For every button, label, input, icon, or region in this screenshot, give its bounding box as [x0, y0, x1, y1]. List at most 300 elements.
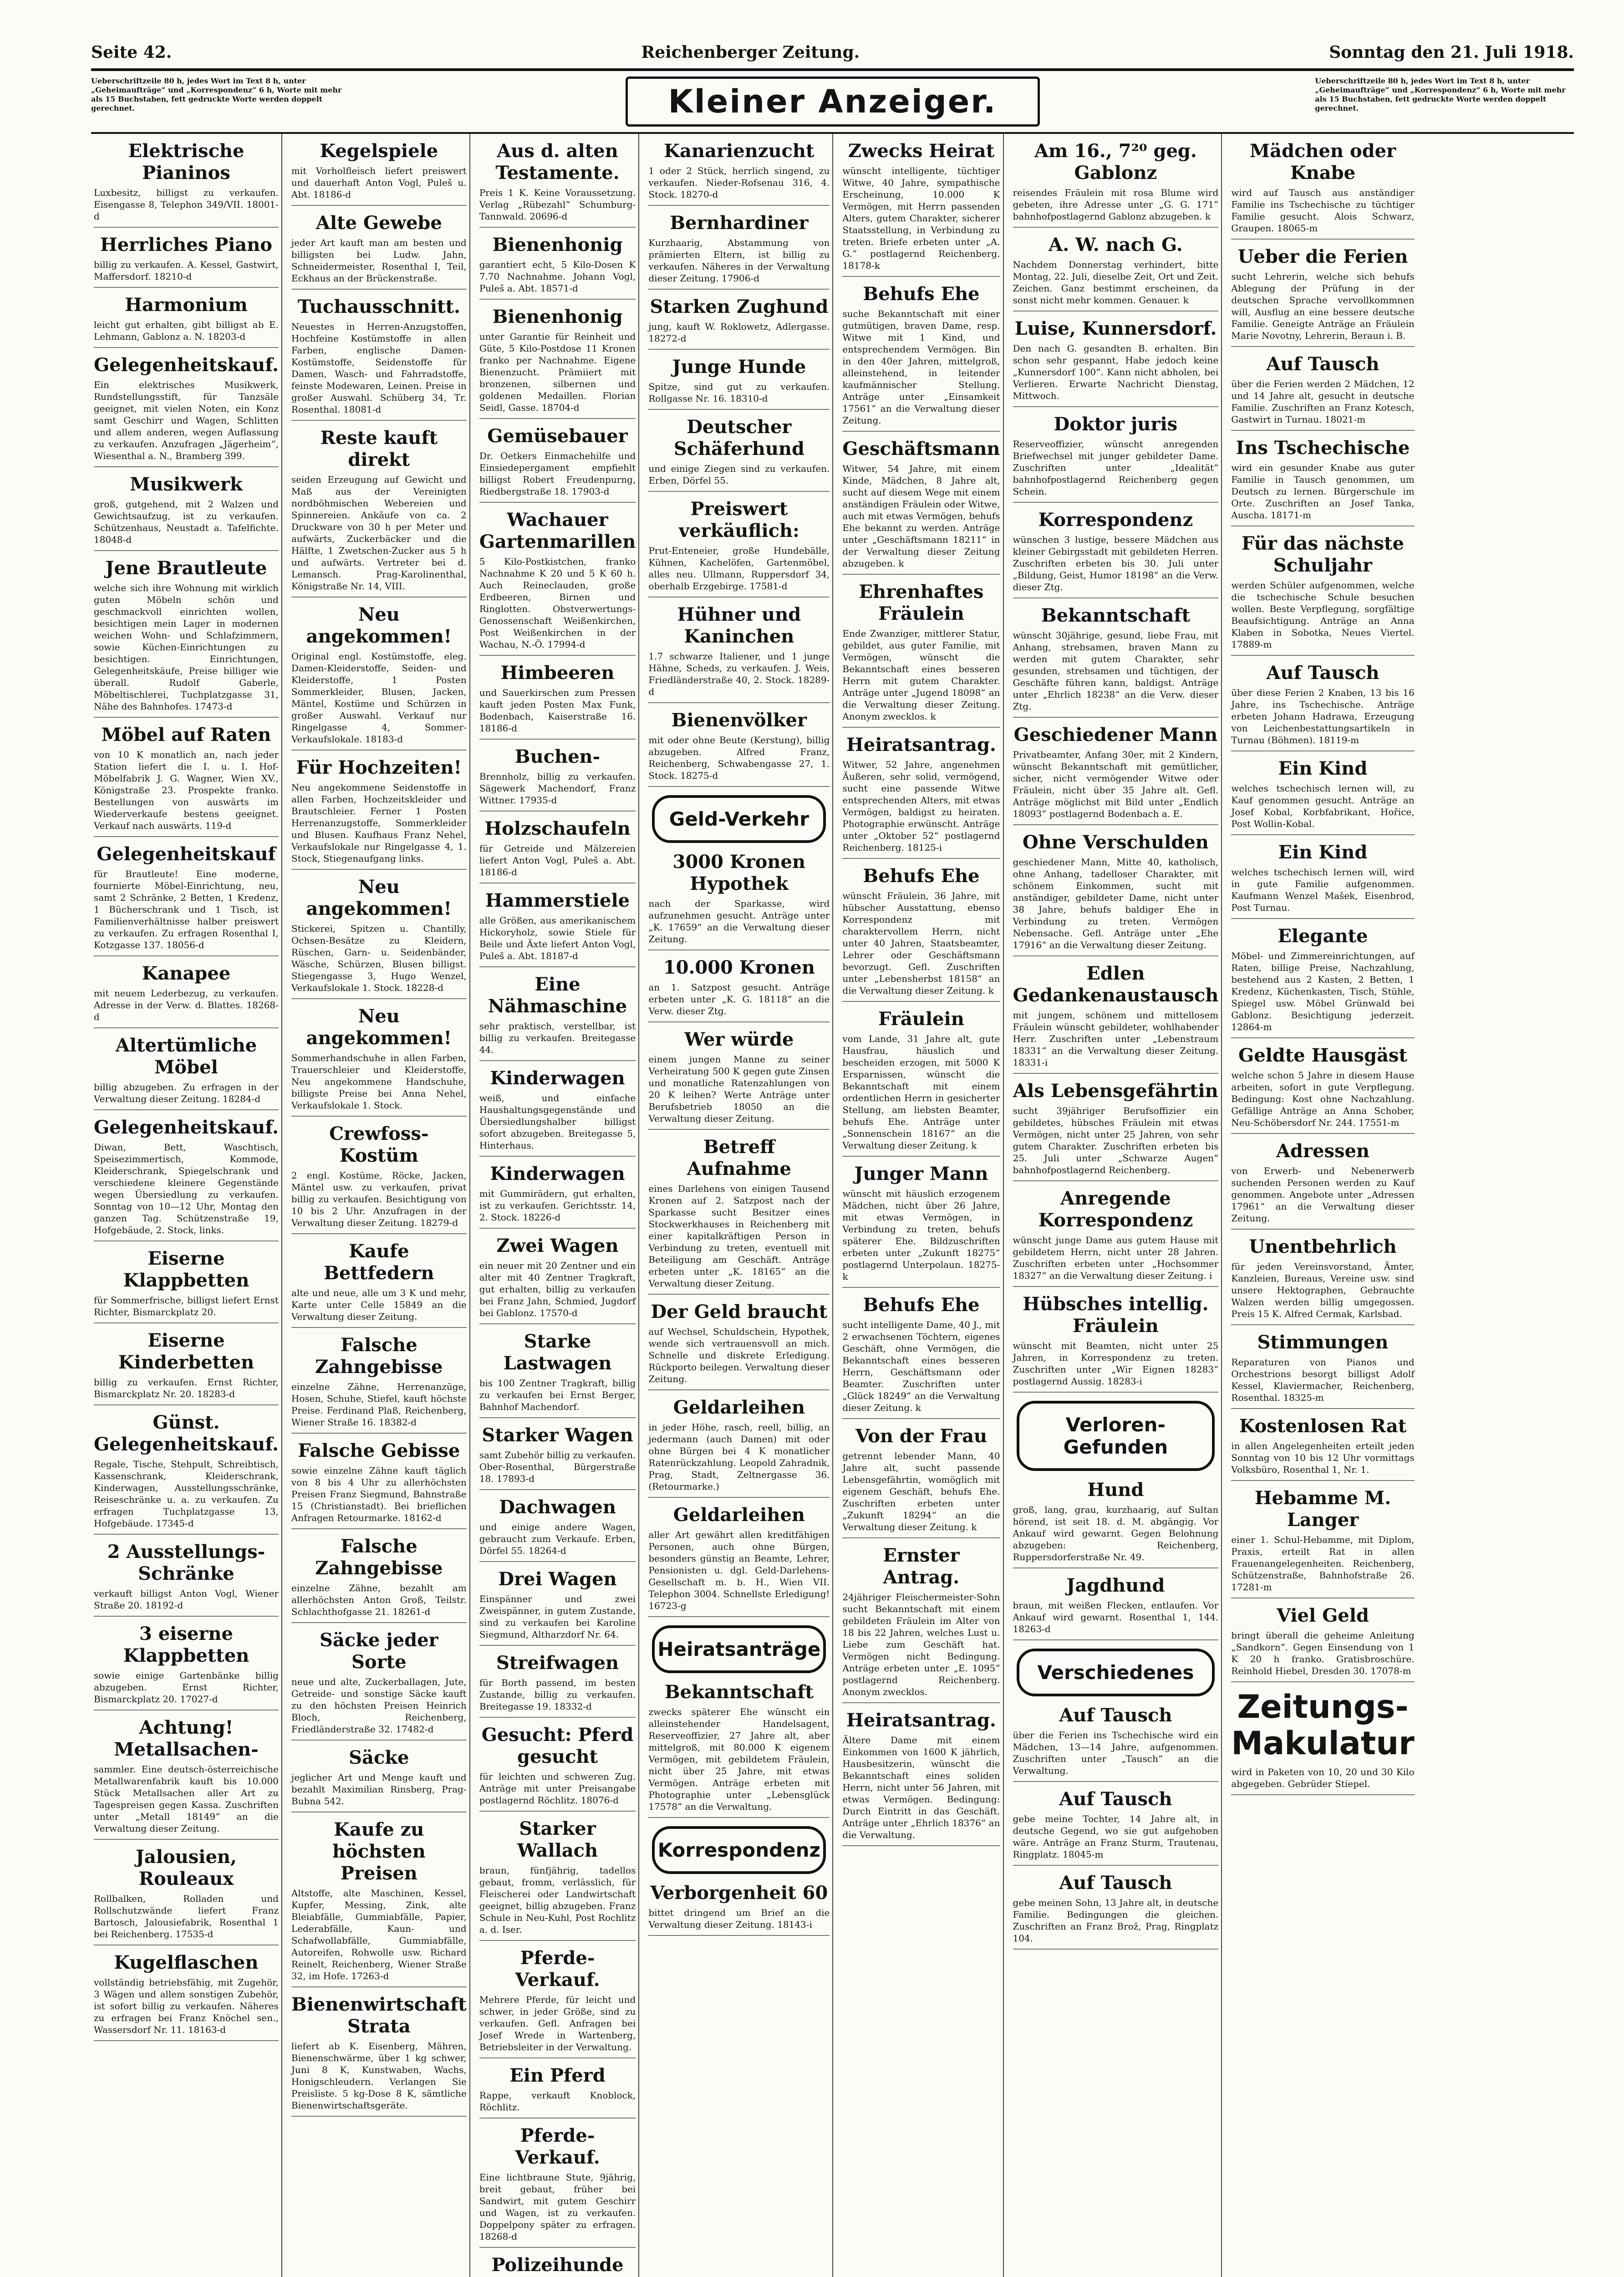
- ad-heading: Ins Tschechische: [1236, 437, 1410, 459]
- ad-heading: Geldarleihen: [673, 1397, 805, 1418]
- ad-text: unter Garantie für Reinheit und Güte, 5 Kilo-Postdose 11 Kronen franko per Nachnahme. Eigene Bienenzucht. Prämiiert mit bronzenen, silbernen und goldenen Medaillen. Florian Seidl, Gasse. 18704-d: [479, 331, 636, 413]
- classified-ad: [648, 1136, 830, 1295]
- ad-text: für jeden Vereinsvorstand, Ämter, Kanzleien, Bureaus, Vereine usw. sind unsere Hektographen, Gebrauchte Walzen werden billig umgegossen. Preis 15 K. Alfred Cermak, Karlsbad.: [1231, 1261, 1415, 1319]
- classified-ad: [1231, 1140, 1414, 1230]
- classified-ad: [1231, 246, 1414, 347]
- classified-ad: [648, 356, 830, 410]
- ad-text: Neuestes in Herren-Anzugstoffen, Hochfeine Kostümstoffe in allen Farben, englische Damen-Kostümstoffe, Seidenstoffe für Damen, Wasch- und Fahrradstoffe, feinste Modewaren, Leinen. Preise in großer Auswahl. Schüberg 34, Tr. Rosenthal. 18081-d: [291, 321, 467, 415]
- classified-column: [1010, 134, 1222, 2277]
- classified-ad: [94, 1623, 279, 1710]
- ad-text: getrennt lebender Mann, 40 Jahre alt, sucht passende Lebensgefährtin, womöglich mit eigenem Geschäft, behufs Ehe. Zuschriften erbeten unter „Zukunft 18294“ an die Verwaltung dieser Zeitung. k: [842, 1450, 1000, 1532]
- classified-ad: [1231, 353, 1414, 431]
- section-heading: Heiratsanträge: [652, 1625, 826, 1673]
- ad-heading: Günst. Gelegenheitskauf.: [94, 1412, 279, 1455]
- ad-text: Preis 1 K. Keine Voraussetzung. Verlag „Rübezahl“ Schumburg-Tannwald. 20696-d: [479, 187, 636, 222]
- ad-heading: Falsche Gebisse: [298, 1440, 460, 1461]
- ad-text: und einige andere Wagen, gebraucht zum Verkaufe. Erben, Dörfel 55. 18264-d: [479, 1521, 636, 1556]
- ad-text: auf Wechsel, Schuldschein, Hypothek, wende sich vertrauensvoll an mich. Schnelle und diskrete Erledigung. Rückporto beilegen. Verwaltung dieser Zeitung.: [648, 1326, 830, 1384]
- classified-ad: [1013, 1872, 1219, 1950]
- ad-heading: Wer würde: [684, 1029, 794, 1050]
- classified-ad: [1013, 1479, 1219, 1568]
- classified-ad: [842, 140, 1000, 277]
- ad-text: nach der Sparkasse, wird aufzunehmen gesucht. Anträge unter „K. 17659“ an die Verwaltung dieser Zeitung.: [648, 898, 830, 944]
- ad-heading: 2 Ausstellungs-Schränke: [107, 1541, 265, 1584]
- ad-heading: Junge Hunde: [672, 356, 806, 378]
- classified-ad: [479, 746, 636, 812]
- classified-column: [646, 134, 833, 2277]
- ad-text: von 10 K monatlich an, nach jeder Station liefert die I. u. I. Hof-Möbelfabrik J. G. Wagner, Wien XV., Königstraße 23. Prospekte franko. Bestellungen von auswärts im Wiederverkaufe bestens geeignet. Verkauf nach auswärts. 119-d: [94, 749, 279, 831]
- classified-ad: [94, 294, 279, 348]
- classified-ad: [1231, 140, 1414, 240]
- ad-text: mit jungem, schönem und mittellosem Fräulein wünscht gebildeter, wohlhabender Herr. Zuschriften unter „Lebenstraum 18331“ an die Verwaltung dieser Zeitung. 18331-i: [1013, 1010, 1219, 1068]
- ad-heading: Edlen Gedankenaustausch: [1013, 963, 1219, 1006]
- ad-text: Prut-Enteneier, große Hundebälle, Kühnen, Kachelöfen, Gartenmöbel, alles neu. Ullmann, Ruppersdorf 34, oberhalb Erzgebirge. 17581-d: [648, 545, 830, 592]
- ad-text: Möbel- und Zimmereinrichtungen, auf Raten, billige Preise, Nachzahlung, bestehend aus 2 Kasten, 2 Betten, 1 Kredenz, Küchenkasten, Tisch, Stühle, Spiegel usw. Möbel Grünwald bei Gablonz. Besichtigung jederzeit. 12864-m: [1231, 950, 1415, 1032]
- classified-ad: [842, 734, 1000, 859]
- classified-ad: [648, 1029, 830, 1130]
- ad-heading: Der Geld braucht: [651, 1301, 828, 1322]
- ad-text: Luxbesitz, billigst zu verkaufen. Eisengasse 8, Telephon 349/VII. 18001-d: [94, 187, 279, 222]
- ad-text: für Getreide und Mälzereien liefert Anton Vogl, Puleš a. Abt. 18186-d: [479, 843, 636, 878]
- classified-ad: [1231, 437, 1414, 526]
- ad-heading: Heiratsantrag.: [846, 734, 996, 756]
- classified-ad: [479, 890, 636, 967]
- ad-heading: Gelegenheitskauf.: [94, 354, 279, 376]
- ad-heading: Zeitungs-Makulatur: [1231, 1688, 1415, 1762]
- ad-text: einzelne Zähne, bezahlt am allerhöchsten Anton Groß, Teilstr. Schlachthofgasse 21. 18261-d: [291, 1583, 467, 1617]
- ad-heading: Adressen: [1276, 1140, 1369, 1162]
- classified-ad: [1013, 414, 1219, 503]
- classified-ad: [1013, 724, 1219, 825]
- classified-ad: [648, 851, 830, 950]
- header-rule: [91, 68, 1574, 71]
- ad-text: einer 1. Schul-Hebamme, mit Diplom, Praxis, erteilt Rat in allen Frauenangelegenheiten. Reichenberg, Schützenstraße, Bahnhofstraße 26. 17281-m: [1231, 1534, 1415, 1593]
- classified-ad: [1231, 533, 1414, 656]
- ad-text: und Sauerkirschen zum Pressen kauft jeden Posten Max Funk, Bodenbach, Kaiserstraße 16. 18186-d: [479, 687, 636, 734]
- ad-text: Ältere Dame mit einem Einkommen von 1600 K jährlich, Hausbesitzerin, wünscht die Bekanntschaft eines soliden Herrn, nicht unter 56 Jahren, mit etwas Vermögen. Bedingung: Durch Eintritt in das Geschäft. Anträge unter „Ehrlich 18376“ an die Verwaltung.: [842, 1735, 1000, 1840]
- ad-heading: Deutscher Schäferhund: [673, 416, 804, 459]
- ad-heading: Starker Wagen: [482, 1424, 633, 1446]
- section-heading: Korrespondenz: [652, 1826, 826, 1874]
- ad-heading: Korrespondenz: [1038, 509, 1193, 531]
- ad-heading: Am 16., 7²⁰ geg. Gablonz: [1034, 140, 1197, 184]
- ad-heading: Gesucht: Pferd gesucht: [481, 1724, 634, 1767]
- ad-heading: Neu angekommen!: [306, 876, 452, 919]
- classified-ad: [291, 1123, 467, 1234]
- ad-text: leicht gut erhalten, gibt billigst ab E. Lehmann, Gablonz a. N. 18203-d: [94, 319, 279, 342]
- classified-ad: [1231, 662, 1414, 751]
- classified-ad: [94, 557, 279, 718]
- ad-text: über diese Ferien 2 Knaben, 13 bis 16 Jahre, ins Tschechische. Anträge erbeten Johann Hadrawa, Erzeugung von Leichenbestattungsartikeln in Turnau (Böhmen). 18119-m: [1231, 687, 1415, 745]
- classified-ad: [94, 724, 279, 837]
- ad-heading: Kaufe Bettfedern: [324, 1241, 434, 1284]
- classified-ad: [479, 140, 636, 228]
- ad-text: wird auf Tausch aus anständiger Familie ins Tschechische zu tüchtiger Familie gesucht. Alois Schwarz, Graupen. 18065-m: [1231, 187, 1415, 234]
- ad-heading: Alte Gewebe: [316, 212, 442, 234]
- classified-ad: [479, 425, 636, 503]
- ad-heading: Aus d. alten Testamente.: [495, 140, 620, 184]
- classified-ad: [1231, 1605, 1414, 1682]
- ad-heading: Behufs Ehe: [863, 283, 980, 305]
- ad-heading: Säcke: [349, 1747, 409, 1768]
- ad-text: Eine lichtbraune Stute, 9jährig, breit gebaut, früher bei Sandwirt, mit gutem Geschirr und Wagen, ist zu verkaufen. Doppelpony später zu erfragen. 18268-d: [479, 2172, 636, 2242]
- classified-ad: [94, 1248, 279, 1323]
- ad-text: wünschen 3 lustige, bessere Mädchen aus kleiner Gebirgsstadt mit gebildeten Herren. Zuschriften erbeten bis 30. Juli unter „Bildung, Geist, Humor 18198“ an die Verw. dieser Ztg.: [1013, 534, 1219, 592]
- classified-ad: [479, 1818, 636, 1941]
- classified-ad: [1231, 1045, 1414, 1134]
- ad-text: 2 engl. Kostüme, Röcke, Jacken, Mäntel usw. zu verkaufen, privat billig zu verkaufen. Besichtigung von 10 bis 2 Uhr. Anzufragen in der Verwaltung dieser Zeitung. 18279-d: [291, 1170, 467, 1228]
- classified-ad: [1013, 1293, 1219, 1393]
- ad-text: 5 Kilo-Postkistchen, franko Nachnahme K 20 und 5 K 60 h. Auch Reineclauden, große Erdbeeren, Birnen und Ringlotten. Obstverwertungs-Genossenschaft Weißenkirchen, Post Weißenkirchen in der Wachau, N.-Ö. 17994-d: [479, 556, 636, 650]
- ad-heading: Eiserne Kinderbetten: [118, 1330, 255, 1373]
- classified-ad: [648, 1397, 830, 1498]
- ad-text: sucht Lehrerin, welche sich behufs Ablegung der Prüfung in der deutschen Sprache vervollkommnen will, Ausflug an eine bessere deutsche Familie. Geneigte Anträge an Fräulein Marie Novotny, Lehrerin, Beraun i. B.: [1231, 271, 1415, 341]
- ad-heading: Falsche Zahngebisse: [315, 1334, 443, 1378]
- classified-ad: [94, 1330, 279, 1405]
- classified-ad: [94, 843, 279, 956]
- ad-text: sehr praktisch, verstellbar, ist billig zu verkaufen. Breitegasse 44.: [479, 1021, 636, 1055]
- ad-heading: Junger Mann: [854, 1163, 988, 1184]
- ad-heading: Holzschaufeln: [484, 818, 631, 839]
- ad-text: eines Darlehens von einigen Tausend Kronen auf 2. Satzpost nach der Sparkasse sucht Besitzer eines Stockwerkhauses in Reichenberg mit einer kapitalkräftigen Person in Verbindung zu treten, eventuell mit Beteiligung am Geschäft. Anträge erbeten unter „K. 18165“ an die Verwaltung dieser Zeitung.: [648, 1183, 830, 1289]
- classified-ad: [479, 1652, 636, 1718]
- ad-text: Witwer, 52 Jahre, angenehmen Äußeren, sehr solid, vermögend, sucht eine passende Witwe entsprechenden Alters, mit etwas Vermögen, baldigst zu heiraten. Photographie erwünscht. Anträge unter „Oktober 52“ postlagernd Reichenberg. 18125-i: [842, 759, 1000, 853]
- ad-text: für Sommerfrische, billigst liefert Ernst Richter, Bismarckplatz 20.: [94, 1295, 279, 1317]
- ad-heading: Ein Kind: [1278, 842, 1368, 863]
- classified-ad: [1013, 1705, 1219, 1782]
- rate-note-right: Ueberschriftzeile 80 h, jedes Wort im Text 8 h, unter „Geheimaufträge“ und „Korrespondenz“ 6 h, Worte mit mehr als 15 Buchstaben, fett gedruckte Worte werden doppelt gerechnet.: [1315, 77, 1566, 112]
- classified-ad: [291, 140, 467, 206]
- ad-text: Regale, Tische, Stehpult, Schreibtisch, Kassenschrank, Kleiderschrank, Kinderwagen, Ausstellungsschränke, Reiseschränke u. a. zu verkaufen. Zu erfragen Tuchplatzgasse 13, Hofgebäude. 17345-d: [94, 1459, 279, 1529]
- masthead-band: [91, 77, 1574, 127]
- classified-ad: [842, 283, 1000, 432]
- ad-heading: Für das nächste Schuljahr: [1241, 533, 1404, 576]
- section-masthead: Kleiner Anzeiger.: [626, 77, 1040, 127]
- ad-text: verkauft billigst Anton Vogl, Wiener Straße 20. 18192-d: [94, 1588, 279, 1611]
- classified-ad: [479, 2065, 636, 2119]
- ad-text: einem jungen Manne zu seiner Verheiratung 500 K gegen gute Zinsen und monatliche Ratenzahlungen von 20 K leihen? Werte Anträge unter Berufsbetrieb 18050 an die Verwaltung dieser Zeitung.: [648, 1054, 830, 1124]
- ad-text: liefert ab K. Eisenberg, Mähren, Bienenschwärme, über 1 kg schwer, Juni 8 K, Kunstwaben, Wachs, Honigschleudern. Verlangen Sie Preisliste. 5 kg-Dose 8 K, sämtliche Bienenwirtschaftsgeräte.: [291, 2041, 467, 2111]
- classified-ad: [1013, 1575, 1219, 1640]
- ad-text: Neu angekommene Seidenstoffe in allen Farben, Hochzeitskleider und Brautschleier. Ferner 1 Posten Herrenanzugstoffe, Sommerkleider und Blusen. Kaufhaus Franz Nehel, Verkaufslokale nur Ringelgasse 4, 1. Stock, Stiegenaufgang links.: [291, 782, 467, 864]
- ad-heading: Elektrische Pianinos: [128, 140, 244, 184]
- ad-heading: Kanapee: [142, 963, 231, 984]
- ad-text: sammler. Eine deutsch-österreichische Metallwarenfabrik kauft bis 10.000 Stück Metallsachen aller Art zu Tagespreisen gegen Kassa. Zuschriften unter „Metall 18149“ an die Verwaltung dieser Zeitung.: [94, 1764, 279, 1834]
- classified-ad: [648, 498, 830, 597]
- classified-ad: [94, 1117, 279, 1241]
- classified-ad: [291, 1994, 467, 2117]
- ad-text: Einspänner und zwei Zweispänner, in gutem Zustande, sind zu verkaufen bei Karoline Siegmund, Altharzdorf Nr. 64.: [479, 1593, 636, 1640]
- ad-heading: Tuchausschnitt.: [297, 296, 460, 317]
- classified-ad: [648, 416, 830, 492]
- ad-text: jeder Art kauft man am besten und billigsten bei Ludw. Jahn, Schneidermeister, Rosenthal I, Teil, Eckhaus an der Brückenstraße.: [291, 237, 467, 284]
- running-header: [91, 43, 1574, 61]
- ad-text: wird in Paketen von 10, 20 und 30 Kilo abgegeben. Gebrüder Stiepel.: [1231, 1766, 1415, 1789]
- ad-text: groß, gutgehend, mit 2 Walzen und Gewichtsaufzug, ist zu verkaufen. Schützenhaus, Neustadt a. Tafelfichte. 18048-d: [94, 499, 279, 545]
- ad-text: samt Zubehör billig zu verkaufen. Ober-Rosenthal, Bürgerstraße 18. 17893-d: [479, 1450, 636, 1484]
- ad-heading: Starker Wallach: [517, 1818, 598, 1861]
- ad-text: billig zu verkaufen. Ernst Richter, Bismarckplatz Nr. 20. 18283-d: [94, 1377, 279, 1399]
- ad-text: wünscht junge Dame aus gutem Hause mit gebildetem Herrn, nicht unter 28 Jahren. Zuschriften erbeten unter „Hochsommer 18327“ an die Verwaltung dieser Zeitung. i: [1013, 1235, 1219, 1281]
- classified-ad: [291, 1747, 467, 1812]
- ad-text: Nachdem Donnerstag verhindert, bitte Montag, 22. Juli, dieselbe Zeit, Ort und Zeit. Zeichen. Ganz bestimmt erscheinen, da sonst nicht mehr kommen. Genauer. k: [1013, 259, 1219, 306]
- ad-heading: Behufs Ehe: [863, 1294, 980, 1316]
- classified-ad: [842, 865, 1000, 1002]
- classified-ad: [291, 1440, 467, 1529]
- ad-text: wünscht 30jährige, gesund, liebe Frau, mit Anhang, strebsamen, braven Mann zu werden mit gutem Charakter, sehr gesunden, strebsamen und tüchtigen, der Geschäfte führen kann, baldigst. Anträge unter „Ehrlich 18238“ an die Verw. dieser Ztg.: [1013, 630, 1219, 712]
- ad-heading: Ein Kind: [1278, 758, 1368, 779]
- ad-text: sowie einige Gartenbänke billig abzugeben. Ernst Richter, Bismarckplatz 20. 17027-d: [94, 1670, 279, 1705]
- classified-ad: [479, 1724, 636, 1812]
- classified-ad: [842, 581, 1000, 728]
- ad-text: alle Größen, aus amerikanischem Hickoryholz, sowie Stiele für Beile und Äxte liefert Anton Vogl, Puleš a. Abt. 18187-d: [479, 915, 636, 961]
- ad-text: Mehrere Pferde, für leicht und schwer, in jeder Größe, sind zu verkaufen. Gefl. Anfragen bei Josef Wrede in Wartenberg, Betriebsleiter in der Verwaltung.: [479, 1994, 636, 2052]
- section-heading: Geld-Verkehr: [652, 795, 826, 843]
- classified-ad: [648, 296, 830, 350]
- ad-text: welche schon 5 Jahre in diesem Hause arbeiten, sofort in gute Verpflegung. Bedingung: Kost ohne Nachzahlung. Gefällige Anträge an Anna Schober, Neu-Schöbersdorf Nr. 244. 17551-m: [1231, 1070, 1415, 1128]
- ad-text: von Erwerb- und Nebenerwerb suchenden Personen werden zu Kauf genommen. Angebote unter „Adressen 17961“ an die Verwaltung dieser Zeitung.: [1231, 1165, 1415, 1224]
- ad-text: wünscht intelligente, tüchtiger Witwe, 40 Jahre, sympathische Erscheinung, 10.000 K Vermögen, mit Herrn passenden Alters, gutem Charakter, sicherer Staatsstellung, in Verbindung zu treten. Briefe erbeten unter „A. G.“ postlagernd Reichenberg. 18178-k: [842, 165, 1000, 271]
- classified-ad: [1013, 605, 1219, 718]
- ad-heading: Ernster Antrag.: [883, 1545, 960, 1588]
- ad-heading: Hebamme M. Langer: [1254, 1487, 1391, 1531]
- classified-ad: [94, 1541, 279, 1617]
- ad-heading: Bienenhonig: [492, 234, 623, 255]
- classified-ad: [479, 662, 636, 740]
- ad-text: über die Ferien werden 2 Mädchen, 12 und 14 Jahre alt, gesucht in deutsche Familie. Zuschriften an Franz Kotesch, Gastwirt in Turnau. 18021-m: [1231, 378, 1415, 425]
- ad-heading: Als Lebensgefährtin: [1013, 1080, 1218, 1102]
- ad-heading: Neu angekommen!: [306, 1006, 452, 1049]
- classified-ad: [479, 1163, 636, 1229]
- ad-heading: Möbel auf Raten: [101, 724, 271, 745]
- ad-text: aller Art gewährt allen kreditfähigen Personen, auch ohne Bürgen, besonders günstig an Beamte, Lehrer, Pensionisten u. dgl. Geld-Darlehens-Gesellschaft m. b. H., Wien VII. Telephon 3004. Schnellste Erledigung! 16723-g: [648, 1529, 830, 1611]
- ad-heading: Herrliches Piano: [100, 234, 272, 255]
- ad-text: Reparaturen von Pianos und Orchestrions besorgt billigst Adolf Kessel, Klaviermacher, Reichenberg, Rosenthal. 18325-m: [1231, 1357, 1415, 1403]
- classified-ad: [648, 1301, 830, 1390]
- classified-ad: [648, 1681, 830, 1818]
- classified-ad: [479, 509, 636, 656]
- classified-ad: [291, 212, 467, 290]
- classified-column: [477, 134, 640, 2277]
- classified-ad: [479, 1496, 636, 1562]
- ad-text: neue und alte, Zuckerballagen, Jute, Getreide- und sonstige Säcke kauft zu den höchsten Preisen Heinrich Bloch, Reichenberg, Friedländerstraße 32. 17482-d: [291, 1676, 467, 1735]
- ad-heading: Zwei Wagen: [496, 1235, 619, 1256]
- ad-heading: Kanarienzucht: [664, 140, 815, 162]
- ad-heading: Gelegenheitskauf.: [94, 1117, 279, 1138]
- classified-ad: [1013, 234, 1219, 311]
- ad-text: werden Schüler aufgenommen, welche die tschechische Schule besuchen wollen. Beste Verpflegung, sorgfältige Beaufsichtigung. Anträge an Anna Klaben in Sobotka, Neues Viertel. 17889-m: [1231, 580, 1415, 650]
- ad-heading: A. W. nach G.: [1049, 234, 1183, 255]
- ad-text: jung, kauft W. Roklowetz, Adlergasse. 18272-d: [648, 321, 830, 344]
- ad-text: für Borth passend, im besten Zustande, billig zu verkaufen. Breitegasse 19. 18332-d: [479, 1677, 636, 1712]
- ad-heading: Bienenvölker: [671, 710, 807, 731]
- ad-text: wünscht Fräulein, 36 Jahre, mit hübscher Ausstattung, ebenso Korrespondenz mit charaktervollem Herrn, nicht unter 40 Jahren, Staatsbeamter, Lehrer oder Geschäftsmann bevorzugt. Gefl. Zuschriften unter „Lebensherbst 18158“ an die Verwaltung dieser Zeitung. k: [842, 890, 1000, 996]
- ad-heading: Kegelspiele: [320, 140, 438, 162]
- ad-heading: Hühner und Kaninchen: [677, 604, 801, 647]
- ad-heading: Kinderwagen: [490, 1067, 625, 1089]
- classified-ad: [94, 234, 279, 288]
- ad-heading: Geschäftsmann: [842, 438, 1000, 459]
- classified-ad: [479, 2254, 636, 2277]
- ad-text: Privatbeamter, Anfang 30er, mit 2 Kindern, wünscht Bekanntschaft mit gemütlicher, sicher, nicht vermögender Witwe oder Fräulein, nicht über 35 Jahre alt. Gefl. Anträge möglichst mit Bild unter „Endlich 18093“ postlagernd Bodenbach a. E.: [1013, 749, 1219, 819]
- ad-heading: Auf Tausch: [1059, 1872, 1172, 1894]
- classified-ad: [479, 1568, 636, 1646]
- ad-heading: Gemüsebauer: [487, 425, 628, 447]
- ad-heading: Crewfoss-Kostüm: [329, 1123, 429, 1166]
- ad-heading: Elegante: [1278, 925, 1368, 947]
- ad-text: Reserveoffizier, wünscht anregenden Briefwechsel mit junger gebildeter Dame. Zuschriften unter „Idealität“ bahnhofpostlagernd Reichenberg gegen Schein.: [1013, 439, 1219, 497]
- ad-heading: Luise, Kunnersdorf.: [1014, 318, 1217, 339]
- ad-heading: Ohne Verschulden: [1022, 832, 1209, 853]
- ad-heading: Pferde-Verkauf.: [515, 1947, 600, 1991]
- classified-ad: [479, 818, 636, 883]
- ad-text: seiden Erzeugung auf Gewicht und Maß aus der Vereinigten nordböhmischen Webereien und Spinnereien. Ankäufe von ca. 2 Druckware von 30 h per Meter und aufwärts, Zuckerbäcker und die Hälfte, 1 Zwetschen-Zucker aus 5 h und aufwärts. Vertreter bei d. Lemansch. Prag-Karolinenthal, Königstraße Nr. 14, VIII.: [291, 474, 467, 592]
- ad-heading: Unentbehrlich: [1249, 1236, 1397, 1257]
- ad-text: für leichten und schweren Zug. Anträge mit unter Preisangabe postlagernd Röchlitz. 18076-d: [479, 1771, 636, 1806]
- ad-text: billig zu verkaufen. A. Kessel, Gastwirt, Maffersdorf. 18210-d: [94, 259, 279, 282]
- ad-heading: Ein Pferd: [509, 2065, 606, 2086]
- ad-heading: Himbeeren: [500, 662, 615, 684]
- ad-heading: Mädchen oder Knabe: [1249, 140, 1396, 184]
- classified-ad: [1231, 1689, 1414, 1795]
- ad-text: Rollbalken, Rolladen und Rollschutzwände liefert Franz Bartosch, Jalousiefabrik, Rosenthal 1 bei Reichenberg. 17535-d: [94, 1893, 279, 1940]
- ad-text: bittet dringend um Brief an die Verwaltung dieser Zeitung. 18143-i: [648, 1907, 830, 1930]
- ad-heading: Auf Tausch: [1059, 1788, 1172, 1810]
- classified-column: [840, 134, 1003, 2277]
- ad-heading: Auf Tausch: [1059, 1705, 1172, 1726]
- ad-heading: Buchen-: [514, 746, 601, 767]
- classified-ad: [648, 1504, 830, 1617]
- classified-ad: [648, 604, 830, 703]
- ad-heading: Preiswert verkäuflich:: [678, 498, 799, 541]
- ad-heading: Hund: [1087, 1479, 1144, 1501]
- ad-text: ein neuer mit 20 Zentner und ein alter mit 40 Zentner Tragkraft, gut erhalten, billig zu verkaufen bei Franz Jahn, Schmied, Jugdorf bei Gablonz. 17570-d: [479, 1260, 636, 1318]
- classified-ad: [1013, 318, 1219, 407]
- issue-date: Sonntag den 21. Juli 1918.: [1329, 43, 1574, 62]
- ad-heading: Jene Brautleute: [105, 557, 267, 579]
- ad-heading: Achtung! Metallsachen-: [114, 1717, 259, 1760]
- ad-heading: Bienenwirtschaft Strata: [291, 1994, 467, 2037]
- classified-ad: [842, 1008, 1000, 1157]
- ad-text: Witwer, 54 Jahre, mit einem Kinde, Mädchen, 8 Jahre alt, sucht auf diesem Wege mit einem anständigen Fräulein oder Witwe, auch mit etwas Vermögen, behufs Ehe bekannt zu werden. Anträge unter „Geschäftsmann 18211“ in der Verwaltung dieser Zeitung abzugeben. k: [842, 463, 1000, 569]
- classified-ad: [291, 1334, 467, 1434]
- spacer: [358, 77, 617, 127]
- classified-ad: [1013, 1788, 1219, 1866]
- classified-ad: [1013, 832, 1219, 956]
- classified-ad: [291, 757, 467, 870]
- classified-ad: [94, 1035, 279, 1110]
- classified-ad: [94, 1952, 279, 2041]
- ad-text: in allen Angelegenheiten erteilt jeden Sonntag von 10 bis 12 Uhr vormittags Volksbüro, Rosenthal 1, Nr. 1.: [1231, 1440, 1415, 1475]
- ad-text: Kurzhaarig, Abstammung von prämierten Eltern, ist billig zu verkaufen. Näheres in der Verwaltung dieser Zeitung. 17906-d: [648, 237, 830, 284]
- ad-text: sowie einzelne Zähne kauft täglich von 8 bis 4 Uhr zu allerhöchsten Preisen Franz Siegmund, Bahnstraße 15 (Christianstadt). Bei brieflichen Anfragen Retourmarke. 18162-d: [291, 1465, 467, 1523]
- ad-text: mit oder ohne Beute (Kerstung), billig abzugeben. Alfred Franz, Reichenberg, Schwabengasse 27, 1. Stock. 18275-d: [648, 735, 830, 781]
- classified-ad: [479, 1235, 636, 1324]
- ad-heading: Musikwerk: [130, 474, 243, 495]
- ad-text: einzelne Zähne, Herrenanzüge, Hosen, Schuhe, Stiefel, kauft höchste Preise. Ferdinand Plaß, Reichenberg, Wiener Straße 16. 18382-d: [291, 1381, 467, 1428]
- classified-ad: [479, 234, 636, 300]
- ad-heading: Bekanntschaft: [1041, 605, 1190, 626]
- classified-ad: [94, 1717, 279, 1840]
- classified-ad: [479, 1331, 636, 1418]
- ad-text: Diwan, Bett, Waschtisch, Speisezimmertisch, Kommode, Kleiderschrank, Spiegelschrank und verschiedene kleinere Gegenstände wegen Übersiedlung zu verkaufen. Sonntag von 10—12 Uhr, Montag den ganzen Tag. Schützenstraße 19, Hofgebäude, 2. Stock, links.: [94, 1142, 279, 1236]
- ad-text: garantiert echt, 5 Kilo-Dosen K 7.70 Nachnahme. Johann Vogl, Puleš a. Abt. 18571-d: [479, 259, 636, 294]
- ad-text: weiß, und einfache Haushaltungsgegenstände und Übersiedlungshalber billigst sofort abzugeben. Breitegasse 5, Hinterhaus.: [479, 1093, 636, 1151]
- ad-heading: Bienenhonig: [492, 306, 623, 327]
- ad-heading: Kugelflaschen: [114, 1952, 259, 1973]
- ad-text: braun, fünfjährig, tadellos gebaut, fromm, verlässlich, für Fleischerei oder Landwirtschaft geeignet, billig abzugeben. Franz Schule in Neu-Kuhl, Post Rochlitz a. d. Iser.: [479, 1865, 636, 1935]
- ad-heading: Auf Tausch: [1266, 353, 1380, 375]
- ad-text: Ende Zwanziger, mittlerer Statur, gebildet, aus guter Familie, mit Vermögen, wünscht die Bekanntschaft eines besseren Herrn mit gutem Charakter. Anträge unter „Jugend 18098“ an die Verwaltung dieser Zeitung. Anonym zwecklos. k: [842, 628, 1000, 722]
- ad-text: mit Vorholfleisch liefert preiswert und dauerhaft Anton Vogl, Puleš u. Abt. 18186-d: [291, 165, 467, 200]
- classified-ad: [94, 354, 279, 467]
- ad-heading: Geschiedener Mann: [1013, 724, 1218, 745]
- ad-heading: Kinderwagen: [490, 1163, 625, 1184]
- ad-text: sucht 39jähriger Berufsoffizier ein gebildetes, hübsches Fräulein mit etwas Vermögen, nicht unter 25 Jahren, von sehr gutem Charakter. Zuschriften erbeten bis 25. Juli unter „Schwarze Augen“ bahnhofpostlagernd Reichenberg.: [1013, 1105, 1219, 1175]
- classified-ad: [1013, 140, 1219, 228]
- classified-ad: [94, 474, 279, 551]
- classified-ad: [479, 306, 636, 419]
- ad-heading: Falsche Zahngebisse: [315, 1536, 443, 1579]
- ad-text: über die Ferien ins Tschechische wird ein Mädchen, 13—14 Jahre, aufgenommen. Zuschriften unter „Tausch“ an die Verwaltung.: [1013, 1730, 1219, 1776]
- classified-ad: [1231, 1332, 1414, 1409]
- ad-heading: Dachwagen: [499, 1496, 616, 1518]
- ad-heading: Hammerstiele: [485, 890, 630, 911]
- ad-heading: Von der Frau: [855, 1425, 988, 1447]
- newspaper-title: Reichenberger Zeitung.: [641, 43, 860, 62]
- classified-ad: [291, 1006, 467, 1117]
- ad-text: billig abzugeben. Zu erfragen in der Verwaltung dieser Zeitung. 18284-d: [94, 1082, 279, 1104]
- classified-ad: [1231, 925, 1414, 1038]
- ad-heading: Zwecks Heirat: [848, 140, 995, 162]
- ad-text: Den nach G. gesandten B. erhalten. Bin schon sehr gespannt, Habe jedoch keine „Kunnersdorf 100“. Kann nicht abholen, bei Verlieren. Erwarte Nachricht Dienstag, Mittwoch.: [1013, 343, 1219, 401]
- classified-ad: [1231, 1236, 1414, 1325]
- ad-text: Rappe, verkauft Knoblock, Röchlitz.: [479, 2090, 636, 2113]
- classified-ad: [1231, 1487, 1414, 1598]
- ad-heading: Geldarleihen: [673, 1504, 805, 1526]
- ad-text: jeglicher Art und Menge kauft und bezahlt Maximilian Rinsberg, Prag-Bubna 542.: [291, 1772, 467, 1807]
- ad-heading: Behufs Ehe: [863, 865, 980, 887]
- ad-heading: Hübsches intellig. Fräulein: [1023, 1293, 1209, 1337]
- classified-ad: [648, 957, 830, 1022]
- classified-ad: [842, 1294, 1000, 1419]
- classified-ad: [479, 2125, 636, 2248]
- ad-text: bis 100 Zentner Tragkraft, billig zu verkaufen bei Ernst Berger, Bahnhof Machendorf.: [479, 1378, 636, 1412]
- ad-heading: Betreff Aufnahme: [687, 1136, 791, 1179]
- ad-text: welches tschechisch lernen will, zu Kauf genommen gesucht. Anträge an Josef Kobal, Korbfabrikant, Hořice, Post Wollin-Kobal.: [1231, 783, 1415, 829]
- classified-ad: [291, 604, 467, 750]
- ad-heading: Kostenlosen Rat: [1239, 1415, 1407, 1437]
- ad-text: welches tschechisch lernen will, wird in gute Familie aufgenommen. Kaufmann Wenzel Mašek, Eisenbrod, Post Turnau.: [1231, 867, 1415, 913]
- ad-text: suche Bekanntschaft mit einer gutmütigen, braven Dame, resp. Witwe mit 1 Kind, und entsprechendem Vermögen. Bin in den 40er Jahren, mittelgroß, alleinstehend, in leitender kaufmännischer Stellung. Anträge unter „Einsamkeit 17561“ an die Verwaltung dieser Zeitung.: [842, 308, 1000, 426]
- ad-heading: 3000 Kronen Hypothek: [672, 851, 806, 894]
- ad-text: Brennholz, billig zu verkaufen. Sägewerk Machendorf, Franz Wittner. 17935-d: [479, 771, 636, 806]
- ad-heading: Altertümliche Möbel: [115, 1035, 257, 1078]
- ad-heading: Gelegenheitskauf: [97, 843, 276, 865]
- classified-ad: [1231, 842, 1414, 919]
- classified-column: [289, 134, 470, 2277]
- ad-text: wünscht mit Beamten, nicht unter 25 Jahren, in Korrespondenz zu treten. Zuschriften unter „Wir Eignen 18283“ postlagernd Aussig. 18283-i: [1013, 1340, 1219, 1387]
- classified-ad: [291, 1241, 467, 1328]
- ad-heading: Jagdhund: [1066, 1575, 1165, 1596]
- ad-text: geschiedener Mann, Mitte 40, katholisch, ohne Anhang, tadelloser Charakter, mit schönem Einkommen, sucht mit anständiger, gebildeter Dame, nicht unter 38 Jahre, behufs baldiger Ehe in Verbindung zu treten. Vermögen Nebensache. Gefl. Anträge unter „Ehe 17916“ an die Verwaltung dieser Zeitung.: [1013, 857, 1219, 950]
- ad-text: 1 oder 2 Stück, herrlich singend, zu verkaufen. Nieder-Rofsenau 316, 4. Stock. 18270-d: [648, 165, 830, 200]
- ad-heading: Kaufe zu höchsten Preisen: [332, 1819, 426, 1884]
- section-heading: Verloren-Gefunden: [1017, 1401, 1215, 1471]
- classified-column: [91, 134, 282, 2277]
- classified-ad: [479, 1424, 636, 1490]
- ad-text: groß, lang, grau, kurzhaarig, auf Sultan hörend, ist seit 18. d. M. abgängig. Vor Ankauf wird gewarnt. Gegen Belohnung abzugeben: Reichenberg, Ruppersdorferstraße Nr. 49.: [1013, 1504, 1219, 1562]
